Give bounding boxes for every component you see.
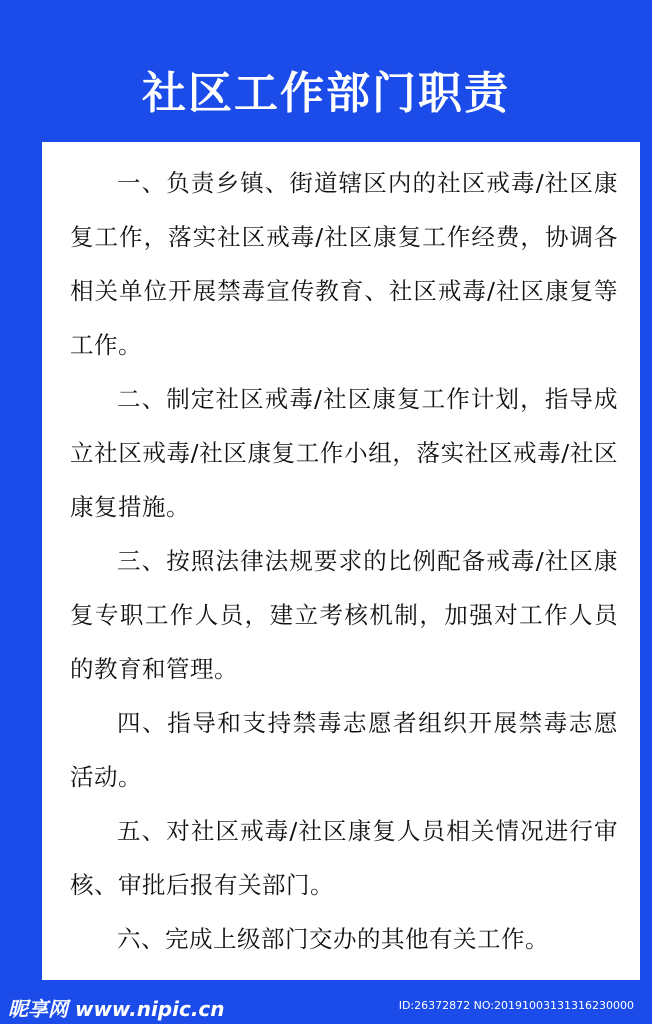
- watermark-id: ID:26372872 NO:20191003131316230000: [398, 999, 634, 1012]
- duty-paragraph-4: 四、指导和支持禁毒志愿者组织开展禁毒志愿活动。: [70, 709, 618, 791]
- duty-paragraph-5: 五、对社区戒毒/社区康复人员相关情况进行审核、审批后报有关部门。: [70, 817, 618, 899]
- page-title: 社区工作部门职责: [142, 68, 510, 119]
- duty-paragraph-3: 三、按照法律法规要求的比例配备戒毒/社区康复专职工作人员，建立考核机制，加强对工作人员的教育和管理。: [70, 547, 618, 683]
- duty-paragraph-2: 二、制定社区戒毒/社区康复工作计划，指导成立社区戒毒/社区康复工作小组，落实社区戒毒/社区康复措施。: [70, 385, 618, 521]
- duties-list: [70, 156, 618, 966]
- watermark-bar: [0, 990, 652, 1024]
- duty-paragraph-6: 六、完成上级部门交办的其他有关工作。: [117, 925, 549, 953]
- watermark-logo: 昵享网 www.nipic.cn: [8, 997, 225, 1021]
- duty-paragraph-1: 一、负责乡镇、街道辖区内的社区戒毒/社区康复工作，落实社区戒毒/社区康复工作经费，协调各相关单位开展禁毒宣传教育、社区戒毒/社区康复等工作。: [70, 169, 618, 359]
- content-panel: [42, 142, 640, 980]
